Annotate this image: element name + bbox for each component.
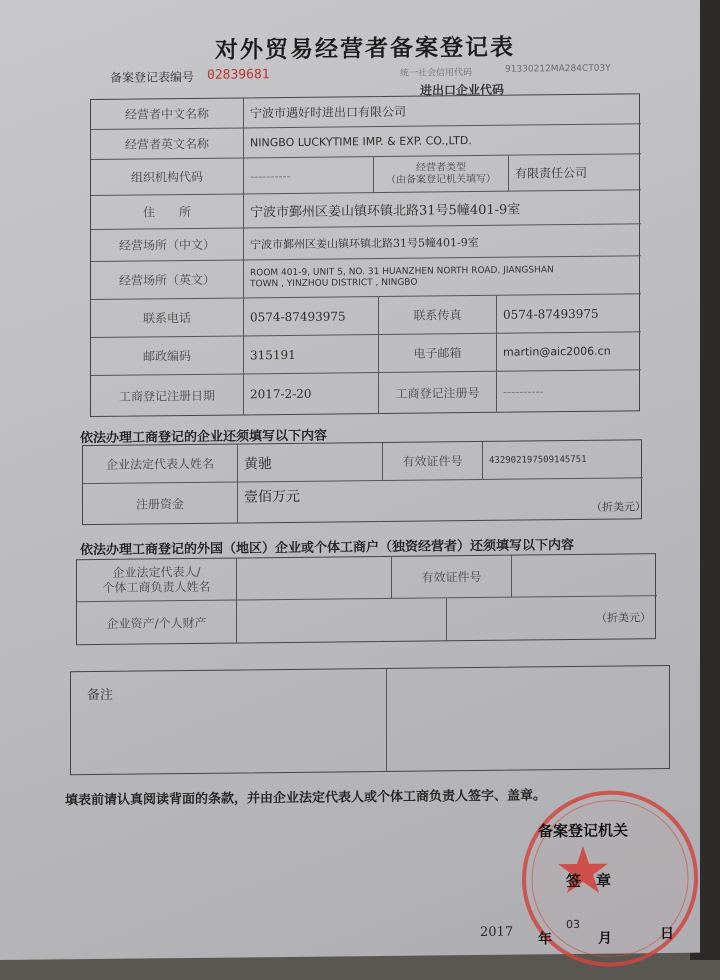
year-label: 年 bbox=[538, 931, 552, 948]
foreign-id-value bbox=[512, 554, 657, 598]
remarks-content bbox=[387, 666, 671, 771]
capital-value: 壹佰万元 bbox=[244, 488, 300, 506]
address-label: 住 所 bbox=[91, 194, 244, 230]
operator-type-label-line1: 经营者类型 bbox=[416, 161, 466, 174]
id-number-value: 432902197509145751 bbox=[483, 440, 643, 480]
authority-label: 备案登记机关 bbox=[538, 821, 629, 841]
fax-label: 联系传真 bbox=[379, 296, 497, 335]
premises-en-value bbox=[244, 256, 641, 298]
sign-label: 签 章 bbox=[566, 871, 612, 891]
phone-value: 0574-87493975 bbox=[244, 297, 379, 336]
section1-heading: 依法办理工商登记的企业还须填写以下内容 bbox=[80, 428, 328, 447]
main-info-table bbox=[90, 93, 640, 417]
foreign-rep-label bbox=[77, 559, 237, 603]
org-code-label: 组织机构代码 bbox=[91, 158, 244, 196]
assets-usd-note: （折美元） bbox=[596, 611, 651, 625]
credit-code-label: 统一社会信用代码 bbox=[400, 68, 473, 79]
en-name-value: NINGBO LUCKYTIME IMP. & EXP. CO.,LTD. bbox=[244, 124, 641, 158]
reg-number-label: 工商登记注册号 bbox=[379, 372, 497, 413]
cn-name-label: 经营者中文名称 bbox=[91, 98, 244, 130]
section2-table bbox=[76, 553, 656, 645]
remarks-label: 备注 bbox=[71, 669, 387, 774]
assets-label: 企业资产/个人财产 bbox=[77, 601, 237, 645]
cn-name-value: 宁波市遇好时进出口有限公司 bbox=[244, 94, 641, 128]
reg-number-value: ---------- bbox=[503, 384, 544, 399]
legal-rep-label: 企业法定代表人姓名 bbox=[83, 445, 238, 485]
address-value: 宁波市鄞州区姜山镇环镇北路31号5幢401-9室 bbox=[244, 190, 641, 228]
premises-cn-label: 经营场所（中文） bbox=[91, 228, 244, 262]
section2-heading: 依法办理工商登记的外国（地区）企业或个体工商户（独资经营者）还须填写以下内容 bbox=[80, 537, 575, 559]
foreign-rep-label-line2: 个体工商负责人姓名 bbox=[102, 579, 211, 595]
capital-usd-note: （折美元） bbox=[591, 500, 646, 514]
postal-label: 邮政编码 bbox=[91, 336, 244, 376]
en-name-label: 经营者英文名称 bbox=[91, 128, 244, 160]
reg-no-label: 备案登记表编号 bbox=[110, 69, 195, 85]
foreign-rep-label-line1: 企业法定代表人/ bbox=[112, 564, 201, 580]
credit-code-value: 91330212MA284CT03Y bbox=[505, 63, 611, 75]
reg-no-value: 02839681 bbox=[207, 67, 270, 83]
premises-cn-value: 宁波市鄞州区姜山镇环镇北路31号5幢401-9室 bbox=[244, 224, 641, 260]
date-month: 03 bbox=[566, 917, 580, 932]
month-label: 月 bbox=[598, 930, 612, 947]
premises-en-line2: TOWN , YINZHOU DISTRICT , NINGBO bbox=[250, 277, 418, 289]
reg-date-label: 工商登记注册日期 bbox=[91, 374, 244, 416]
email-label: 电子邮箱 bbox=[379, 334, 497, 373]
fax-value: 0574-87493975 bbox=[497, 294, 641, 334]
operator-type-label bbox=[374, 156, 509, 193]
date-year: 2017 bbox=[480, 924, 514, 940]
section1-table bbox=[82, 439, 646, 525]
phone-label: 联系电话 bbox=[91, 298, 244, 338]
day-label: 日 bbox=[660, 925, 674, 943]
remarks-table bbox=[70, 665, 670, 775]
legal-rep-name: 黄驰 bbox=[238, 443, 383, 483]
org-code-value: ---------- bbox=[244, 157, 374, 194]
email-value: martin@aic2006.cn bbox=[497, 332, 641, 372]
operator-type-label-line2: （由备案登记机关填写） bbox=[386, 173, 496, 186]
postal-value: 315191 bbox=[244, 335, 379, 374]
reg-date-value: 2017-2-20 bbox=[244, 373, 379, 414]
ie-code-label: 进出口企业代码 bbox=[420, 82, 505, 98]
signing-notice: 填表前请认真阅读背面的条款，并由企业法定代表人或个体工商负责人签字、盖章。 bbox=[65, 788, 547, 809]
premises-en-line1: ROOM 401-9, UNIT 5, NO. 31 HUANZHEN NORTH ROAD, JIANGSHAN bbox=[250, 264, 554, 278]
foreign-id-label: 有效证件号 bbox=[392, 556, 512, 599]
capital-label: 注册资金 bbox=[83, 483, 238, 525]
foreign-rep-value bbox=[237, 557, 392, 601]
operator-type-value: 有限责任公司 bbox=[509, 154, 641, 191]
form-title: 对外贸易经营者备案登记表 bbox=[215, 34, 515, 64]
id-number-label: 有效证件号 bbox=[383, 442, 483, 481]
assets-value bbox=[237, 598, 447, 642]
premises-en-label: 经营场所（英文） bbox=[91, 260, 244, 300]
